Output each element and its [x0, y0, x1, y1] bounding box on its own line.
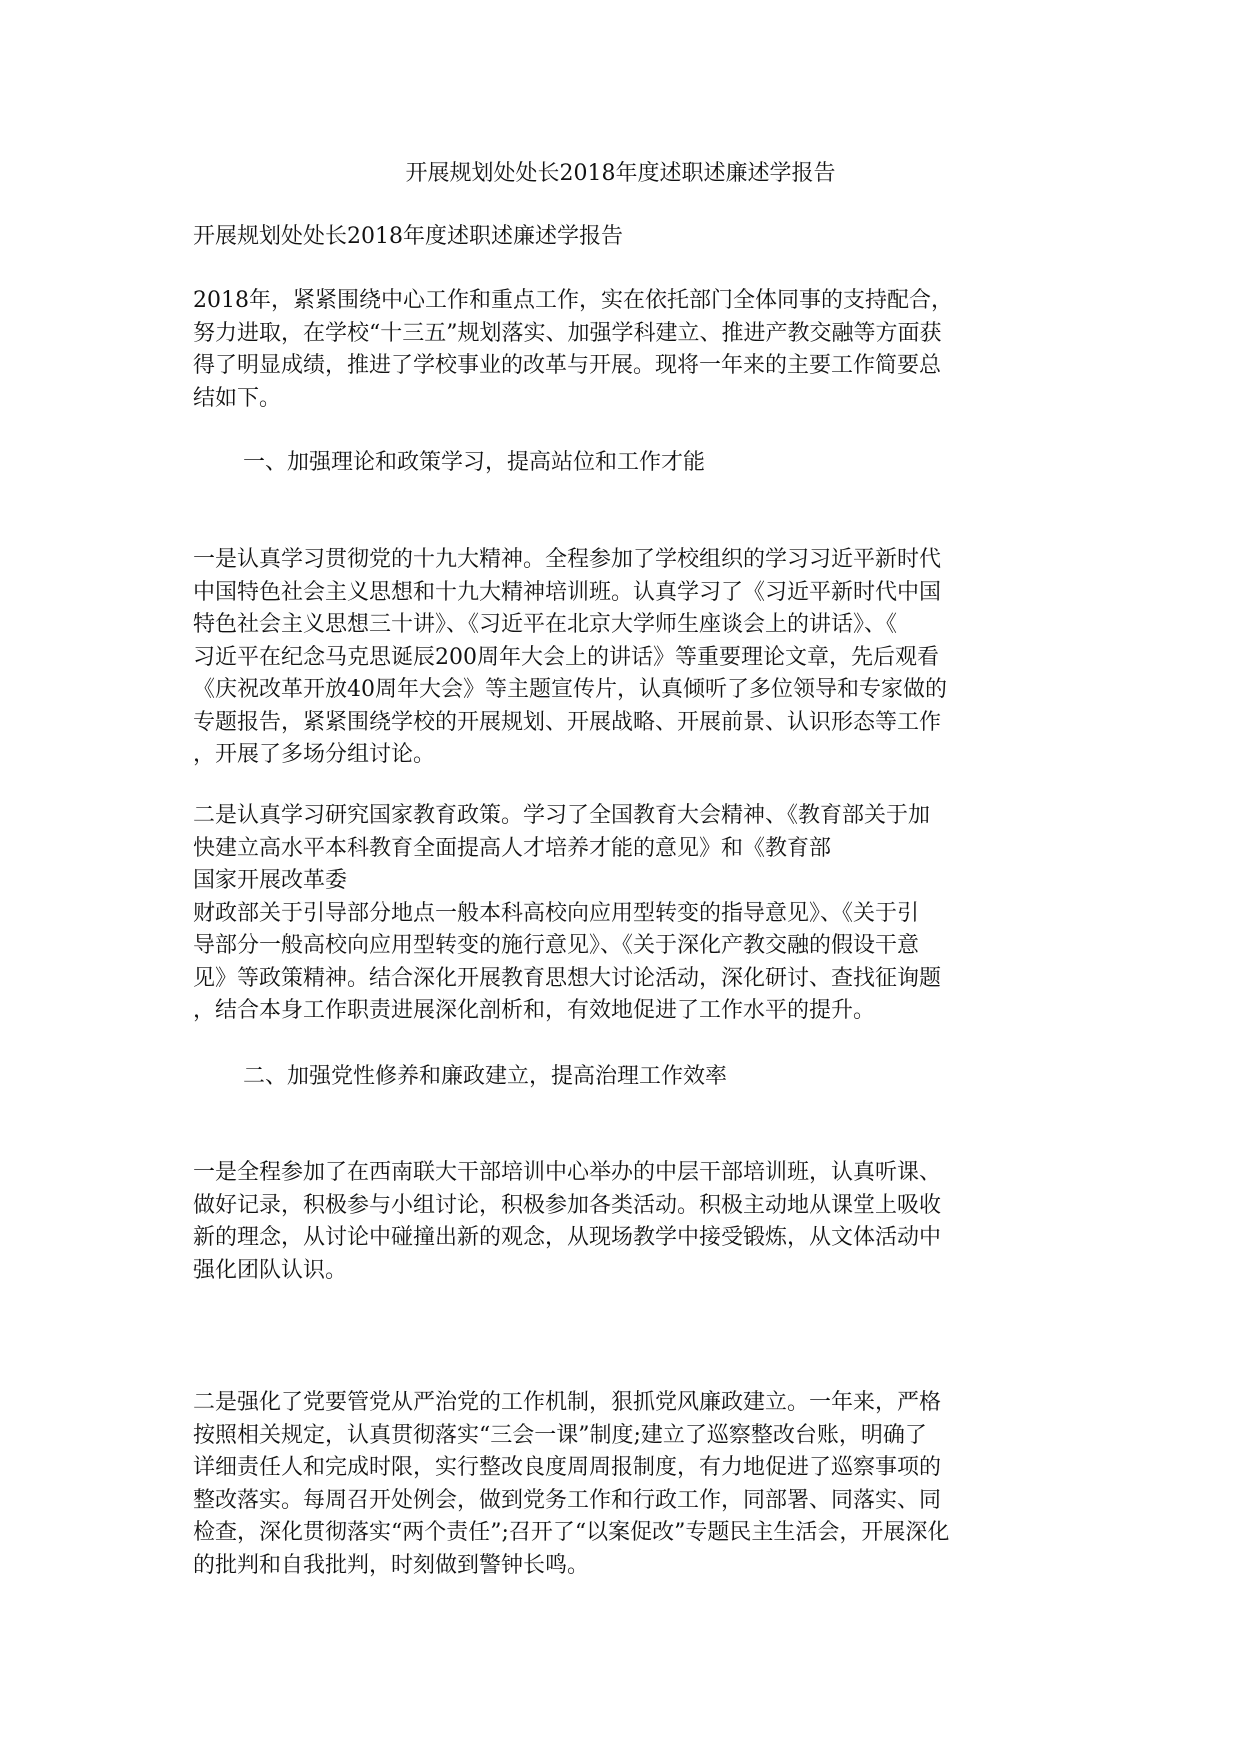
section-2-heading: 二、加强党性修养和廉政建立，提高治理工作效率	[243, 1064, 728, 1089]
section-1-paragraph-2: 二是认真学习研究国家教育政策。学习了全国教育大会精神、《教育部关于加 快建立高水平本科教育全面提高人才培养才能的意见》和《教育部 国家开展改革委 财政部关于引导部分地点一般本科高校向应用型转变的指导意见》、《关于引 导部分一般高校向应用型转变的施行意见》、《关于深化产教交融的假设干意 见》等政策精神。结合深化开展教育思想大讨论活动，深化研讨、查找征询题 ，结合本身工作职责进展深化剖析和，有效地促进了工作水平的提升。	[193, 803, 942, 1023]
section-1-heading: 一、加强理论和政策学习，提高站位和工作才能	[243, 450, 706, 475]
intro-paragraph: 2018年，紧紧围绕中心工作和重点工作，实在依托部门全体同事的支持配合， 努力进取，在学校“十三五”规划落实、加强学科建立、推进产教交融等方面获 得了明显成绩，推进了学校事业的改革与开展。现将一年来的主要工作简要总 结如下。	[193, 288, 953, 411]
document-title: 开展规划处处长2018年度述职述廉述学报告	[405, 161, 836, 186]
section-1-paragraph-1: 一是认真学习贯彻党的十九大精神。全程参加了学校组织的学习习近平新时代 中国特色社会主义思想和十九大精神培训班。认真学习了《习近平新时代中国 特色社会主义思想三十讲》、《习近平在北京大学师生座谈会上的讲话》、《 习近平在纪念马克思诞辰200周年大会上的讲话》等重要理论文章，先后观看 《庆祝改革开放40周年大会》等主题宣传片，认真倾听了多位领导和专家做的 专题报告，紧紧围绕学校的开展规划、开展战略、开展前景、认识形态等工作 ，开展了多场分组讨论。	[193, 547, 947, 767]
section-2-paragraph-2: 二是强化了党要管党从严治党的工作机制，狠抓党风廉政建立。一年来，严格 按照相关规定，认真贯彻落实“三会一课”制度;建立了巡察整改台账，明确了 详细责任人和完成时限，实行整改良度周周报制度，有力地促进了巡察事项的 整改落实。每周召开处例会，做到党务工作和行政工作，同部署、同落实、同 检查，深化贯彻落实“两个责任”;召开了“以案促改”专题民主生活会，开展深化 的批判和自我批判，时刻做到警钟长鸣。	[193, 1390, 950, 1578]
section-2-paragraph-1: 一是全程参加了在西南联大干部培训中心举办的中层干部培训班，认真听课、 做好记录，积极参与小组讨论，积极参加各类活动。积极主动地从课堂上吸收 新的理念，从讨论中碰撞出新的观念，从现场教学中接受锻炼，从文体活动中 强化团队认识。	[193, 1160, 942, 1283]
document-subtitle: 开展规划处处长2018年度述职述廉述学报告	[193, 224, 623, 249]
